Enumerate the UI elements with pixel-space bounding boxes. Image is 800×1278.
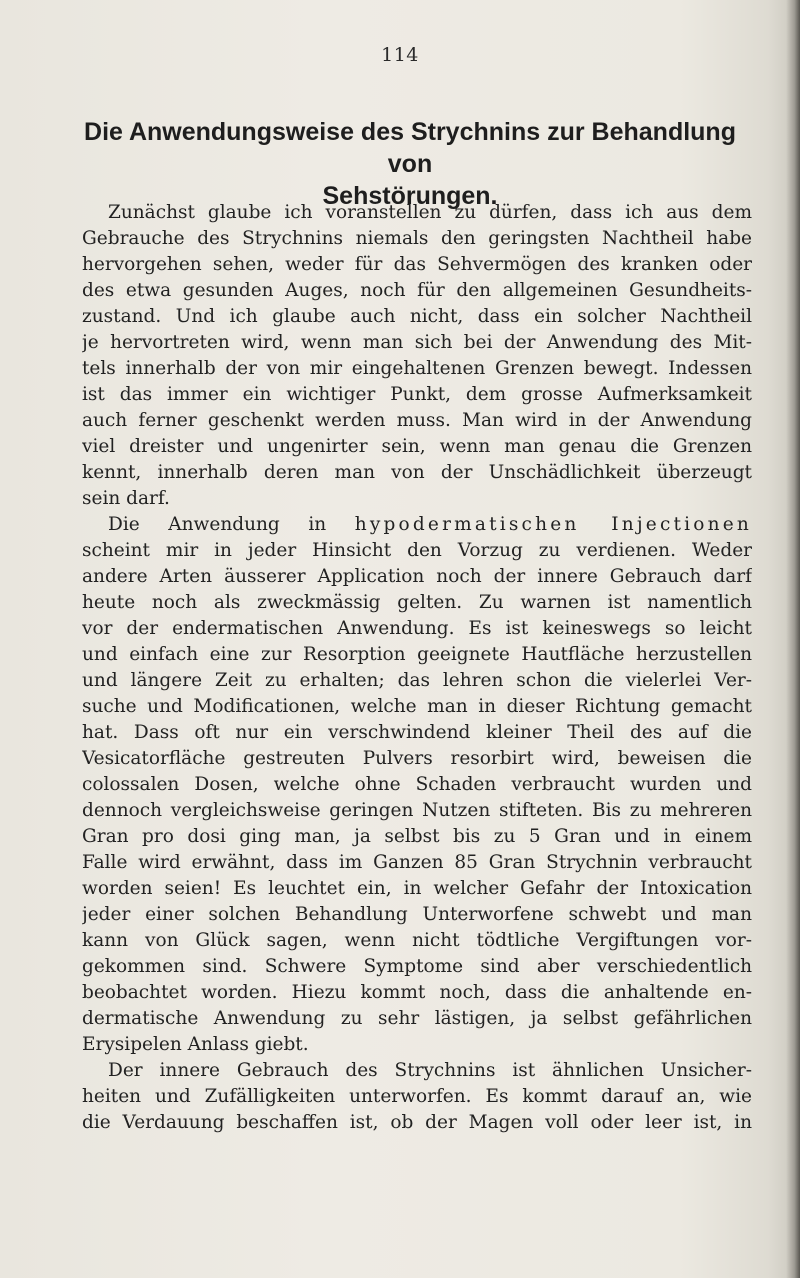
text-line: andere Arten äusserer Application noch der innere Gebrauch darf [82, 566, 752, 587]
text-line: vor der endermatischen Anwendung. Es ist keineswegs so leicht [82, 618, 752, 639]
text-line: dennoch vergleichsweise geringen Nutzen stifteten. Bis zu mehreren [82, 800, 752, 821]
text-line: worden seien! Es leuchtet ein, in welcher Gefahr der Intoxication [82, 878, 752, 899]
text-line: Vesicatorfläche gestreuten Pulvers resorbirt wird, beweisen die [82, 748, 752, 769]
text-line: Zunächst glaube ich voranstellen zu dürfen, dass ich aus dem [108, 202, 752, 223]
text-line: scheint mir in jeder Hinsicht den Vorzug zu verdienen. Weder [82, 540, 752, 561]
text-line: viel dreister und ungenirter sein, wenn man genau die Grenzen [82, 436, 752, 457]
text-line: die Verdauung beschaffen ist, ob der Magen voll oder leer ist, in [82, 1112, 752, 1133]
text-line: auch ferner geschenkt werden muss. Man wird in der Anwendung [82, 410, 752, 431]
text-line: heute noch als zweckmässig gelten. Zu warnen ist namentlich [82, 592, 752, 613]
text-line: hervorgehen sehen, weder für das Sehvermögen des kranken oder [82, 254, 752, 275]
text-segment: Die Anwendung in [108, 514, 355, 535]
text-line: sein darf. [82, 488, 170, 509]
text-line: und einfach eine zur Resorption geeignete Hautfläche herzustellen [82, 644, 752, 665]
text-line: Der innere Gebrauch des Strychnins ist ähnlichen Unsicher- [108, 1060, 752, 1081]
text-line: Erysipelen Anlass giebt. [82, 1034, 309, 1055]
text-line: tels innerhalb der von mir eingehaltenen Grenzen bewegt. Indessen [82, 358, 752, 379]
text-line: jeder einer solchen Behandlung Unterworfene schwebt und man [82, 904, 752, 925]
text-line: Gebrauche des Strychnins niemals den geringsten Nachtheil habe [82, 228, 752, 249]
text-line: suche und Modificationen, welche man in dieser Richtung gemacht [82, 696, 752, 717]
body-text [82, 200, 752, 1136]
text-line: hat. Dass oft nur ein verschwindend kleiner Theil des auf die [82, 722, 752, 743]
text-line: Falle wird erwähnt, dass im Ganzen 85 Gran Strychnin verbraucht [82, 852, 752, 873]
text-line: beobachtet worden. Hiezu kommt noch, dass die anhaltende en- [82, 982, 752, 1003]
text-line: heiten und Zufälligkeiten unterworfen. Es kommt darauf an, wie [82, 1086, 752, 1107]
text-line: kennt, innerhalb deren man von der Unschädlichkeit überzeugt [82, 462, 752, 483]
text-line: gekommen sind. Schwere Symptome sind aber verschiedentlich [82, 956, 752, 977]
text-line: Gran pro dosi ging man, ja selbst bis zu 5 Gran und in einem [82, 826, 752, 847]
chapter-title-line-1: Die Anwendungsweise des Strychnins zur Behandlung von [84, 118, 736, 178]
text-line: und längere Zeit zu erhalten; das lehren schon die vielerlei Ver- [82, 670, 752, 691]
text-line: je hervortreten wird, wenn man sich bei der Anwendung des Mit- [82, 332, 752, 353]
spaced-emphasis: hypodermatischen Injectionen [354, 514, 752, 535]
page-number: 114 [381, 44, 419, 66]
text-line: colossalen Dosen, welche ohne Schaden verbraucht wurden und [82, 774, 752, 795]
text-line: ist das immer ein wichtiger Punkt, dem grosse Aufmerksamkeit [82, 384, 752, 405]
text-line: des etwa gesunden Auges, noch für den allgemeinen Gesundheits- [82, 280, 752, 301]
text-line: kann von Glück sagen, wenn nicht tödtliche Vergiftungen vor- [82, 930, 752, 951]
chapter-title [70, 116, 750, 212]
text-line: zustand. Und ich glaube auch nicht, dass ein solcher Nachtheil [82, 306, 752, 327]
page-edge-shadow [786, 0, 800, 1278]
chapter-title-line-2: Sehstörungen. [322, 182, 498, 210]
text-line-with-emphasis [82, 512, 752, 538]
text-line: dermatische Anwendung zu sehr lästigen, ja selbst gefährlichen [82, 1008, 752, 1029]
